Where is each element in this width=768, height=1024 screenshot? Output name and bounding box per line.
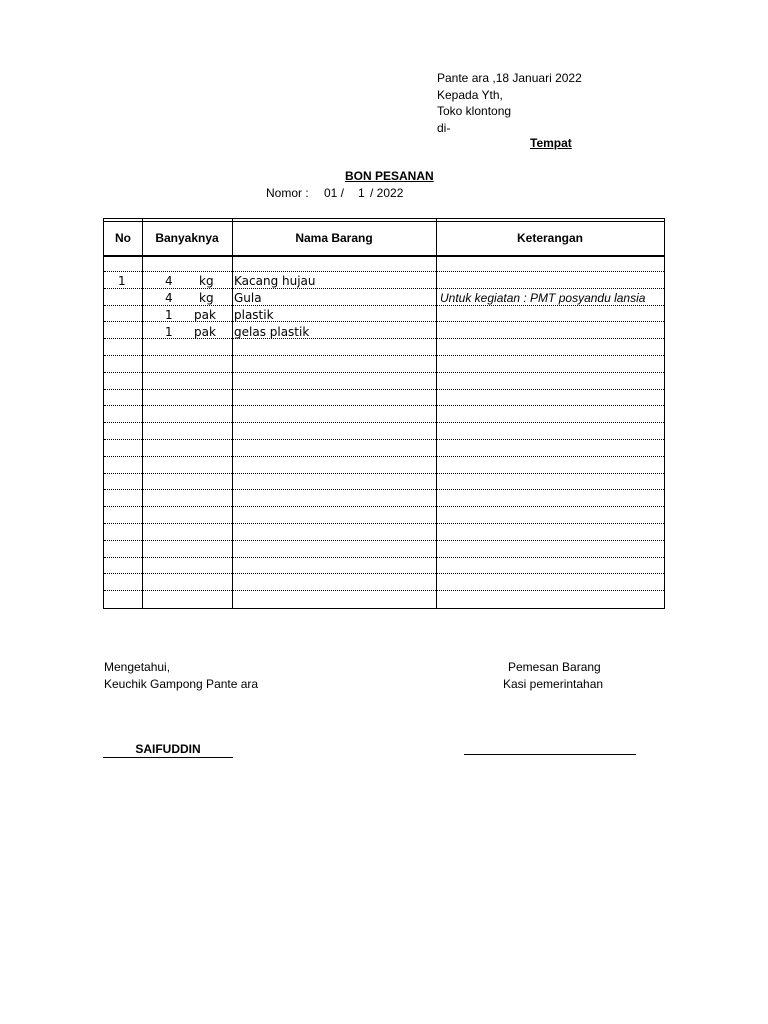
document-number xyxy=(266,186,403,200)
recipient-name: Toko klontong xyxy=(437,104,512,118)
row-separator xyxy=(104,389,664,390)
nomor-part2: 1 xyxy=(358,186,365,200)
document-title: BON PESANAN xyxy=(345,169,434,183)
row-item: Gula xyxy=(234,291,262,305)
col-header-keterangan: Keterangan xyxy=(516,231,584,245)
row-separator xyxy=(104,321,664,322)
table-header xyxy=(104,221,664,257)
row-qty: 1 xyxy=(165,308,173,322)
nomor-part3: / 2022 xyxy=(370,186,404,200)
row-item: gelas plastik xyxy=(234,325,310,339)
right-signature-line xyxy=(464,754,636,755)
addressee-greeting: Kepada Yth, xyxy=(437,88,503,102)
right-signer-title: Kasi pemerintahan xyxy=(503,677,604,691)
nomor-label: Nomor : xyxy=(266,186,309,200)
row-separator xyxy=(104,338,664,339)
col-header-nama-barang: Nama Barang xyxy=(295,231,373,245)
row-qty: 1 xyxy=(165,325,173,339)
row-separator xyxy=(104,557,664,558)
left-signer-label: Mengetahui, xyxy=(104,660,171,674)
row-separator xyxy=(104,355,664,356)
row-item: plastik xyxy=(234,308,274,322)
row-item: Kacang hujau xyxy=(234,274,316,288)
row-separator xyxy=(104,506,664,507)
row-qty: 4 xyxy=(165,274,173,288)
column-divider xyxy=(436,219,437,608)
row-separator xyxy=(104,573,664,574)
row-separator xyxy=(104,405,664,406)
row-separator xyxy=(104,473,664,474)
col-header-banyaknya: Banyaknya xyxy=(155,231,219,245)
row-separator xyxy=(104,456,664,457)
row-no: 1 xyxy=(118,274,126,288)
column-divider xyxy=(232,219,233,608)
row-separator xyxy=(104,422,664,423)
row-separator xyxy=(104,590,664,591)
row-separator xyxy=(104,489,664,490)
row-separator xyxy=(104,372,664,373)
right-signer-label: Pemesan Barang xyxy=(508,660,601,674)
nomor-part1: 01 / xyxy=(324,186,345,200)
recipient-place: Tempat xyxy=(530,136,572,150)
row-separator xyxy=(104,540,664,541)
row-separator xyxy=(104,523,664,524)
place-date: Pante ara ,18 Januari 2022 xyxy=(437,71,582,85)
keterangan-note: Untuk kegiatan : PMT posyandu lansia xyxy=(440,291,646,305)
row-unit: kg xyxy=(199,274,214,288)
left-signer-title: Keuchik Gampong Pante ara xyxy=(104,677,259,691)
row-qty: 4 xyxy=(165,291,173,305)
order-table xyxy=(103,218,665,609)
row-unit: pak xyxy=(194,325,216,339)
row-separator xyxy=(104,271,664,272)
row-unit: pak xyxy=(194,308,216,322)
recipient-di: di- xyxy=(437,121,451,135)
row-separator xyxy=(104,439,664,440)
col-header-no: No xyxy=(115,231,131,245)
column-divider xyxy=(142,219,143,608)
left-signer-name: SAIFUDDIN xyxy=(103,742,233,758)
row-unit: kg xyxy=(199,291,214,305)
row-separator xyxy=(104,288,664,289)
